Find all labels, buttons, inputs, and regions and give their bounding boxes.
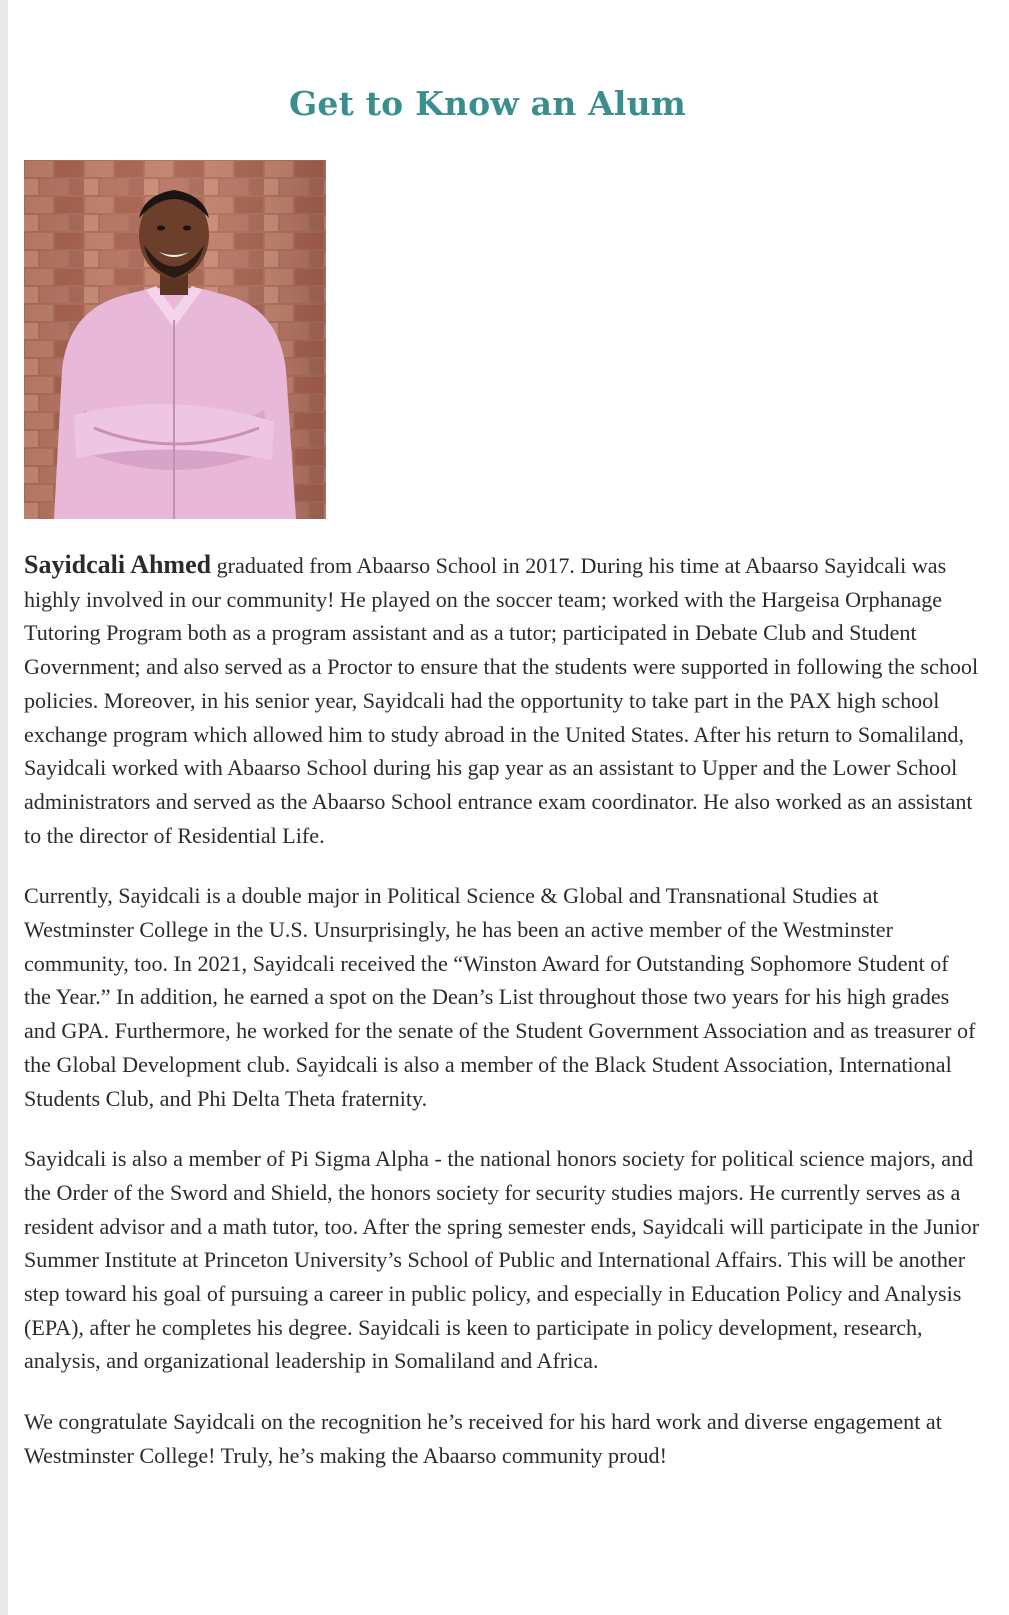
paragraph-2: Currently, Sayidcali is a double major in Political Science & Global and Transnational Studies at Westminster College in the U.S. Unsurprisingly, he has been an active member of the Westminster community, too. In 2021, Sayidcali received the “Winston Award for Outstanding Sophomore Student of the Year.” In addition, he earned a spot on the Dean’s List throughout those two years for his high grades and GPA. Furthermore, he worked for the senate of the Student Government Association and as treasurer of the Global Development club. Sayidcali is also a member of the Black Student Association, International Students Club, and Phi Delta Theta fraternity.: [24, 883, 976, 1111]
paragraph-4: We congratulate Sayidcali on the recognition he’s received for his hard work and diverse engagement at Westminster College! Truly, he’s making the Abaarso community proud!: [24, 1409, 942, 1468]
page-title: Get to Know an Alum: [289, 84, 686, 123]
article-body: [24, 548, 980, 1500]
paragraph-1: [24, 548, 980, 852]
paragraph-1-text: graduated from Abaarso School in 2017. During his time at Abaarso Sayidcali was highly involved in our community! He played on the soccer team; worked with the Hargeisa Orphanage Tutoring Program both as a program assistant and as a tutor; participated in Debate Club and Student Government; and also served as a Proctor to ensure that the students were supported in following the school policies. Moreover, in his senior year, Sayidcali had the opportunity to take part in the PAX high school exchange program which allowed him to study abroad in the United States. After his return to Somaliland, Sayidcali worked with Abaarso School during his gap year as an assistant to Upper and the Lower School administrators and served as the Abaarso School entrance exam coordinator. He also worked as an assistant to the director of Residential Life.: [24, 553, 979, 848]
left-border: [0, 0, 8, 1615]
alum-portrait-image: [24, 160, 326, 519]
alum-name: Sayidcali Ahmed: [24, 550, 212, 579]
paragraph-3: Sayidcali is also a member of Pi Sigma Alpha - the national honors society for political science majors, and the Order of the Sword and Shield, the honors society for security studies majors. He currently serves as a resident advisor and a math tutor, too. After the spring semester ends, Sayidcali will participate in the Junior Summer Institute at Princeton University’s School of Public and International Affairs. This will be another step toward his goal of pursuing a career in public policy, and especially in Education Policy and Analysis (EPA), after he completes his degree. Sayidcali is keen to participate in policy development, research, analysis, and organizational leadership in Somaliland and Africa.: [24, 1146, 980, 1374]
